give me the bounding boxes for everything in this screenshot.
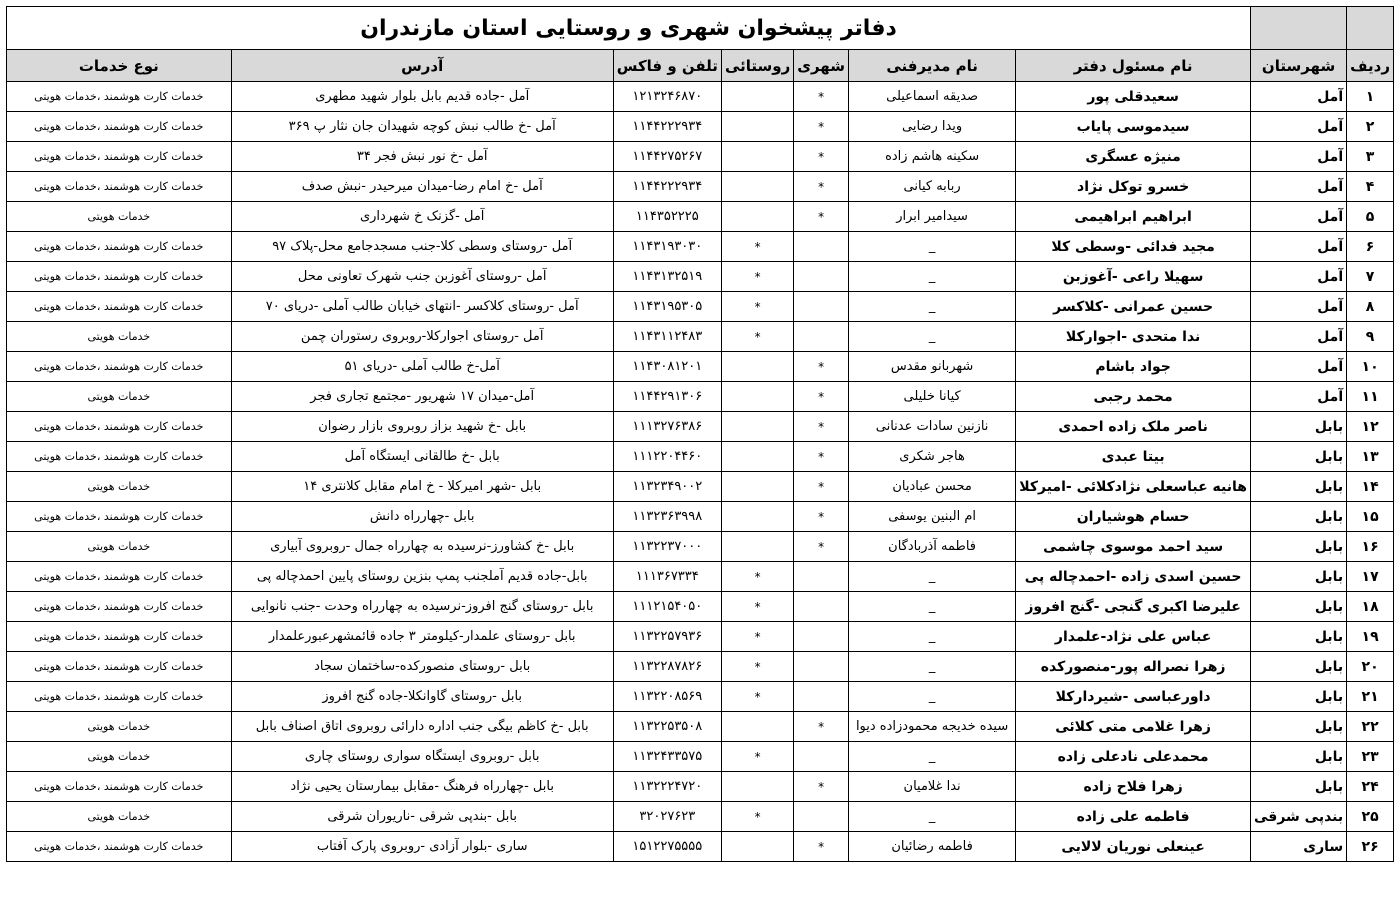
- cell-rural-mark: [721, 202, 793, 232]
- cell-phone: ۱۱۴۴۲۲۲۹۳۴: [613, 112, 721, 142]
- cell-manager: سکینه هاشم زاده: [848, 142, 1015, 172]
- cell-radif: ۱۹: [1347, 622, 1394, 652]
- cell-rural-mark: *: [721, 622, 793, 652]
- cell-rural-mark: [721, 532, 793, 562]
- cell-phone: ۱۵۱۲۲۷۵۵۵۵: [613, 832, 721, 862]
- cell-address: آمل-خ طالب آملی -دریای ۵۱: [231, 352, 613, 382]
- cell-city: بابل: [1250, 652, 1346, 682]
- cell-service: خدمات کارت هوشمند ،خدمات هویتی: [7, 172, 232, 202]
- cell-service: خدمات کارت هوشمند ،خدمات هویتی: [7, 622, 232, 652]
- cell-manager: فاطمه آذربادگان: [848, 532, 1015, 562]
- cell-manager: نازنین سادات عدنانی: [848, 412, 1015, 442]
- cell-rural-mark: [721, 142, 793, 172]
- cell-manager: _: [848, 292, 1015, 322]
- cell-responsible: ندا متحدی -اجوارکلا: [1016, 322, 1251, 352]
- cell-rural-mark: *: [721, 322, 793, 352]
- table-row: [7, 502, 1394, 532]
- cell-phone: ۱۱۳۲۲۲۴۷۲۰: [613, 772, 721, 802]
- cell-urban-mark: *: [794, 202, 849, 232]
- cell-rural-mark: [721, 172, 793, 202]
- header-responsible: نام مسئول دفتر: [1016, 50, 1251, 82]
- table-row: [7, 112, 1394, 142]
- offices-table: [6, 6, 1394, 862]
- cell-city: بابل: [1250, 532, 1346, 562]
- cell-phone: ۱۱۱۳۲۷۶۳۸۶: [613, 412, 721, 442]
- cell-service: خدمات کارت هوشمند ،خدمات هویتی: [7, 142, 232, 172]
- cell-manager: محسن عبادیان: [848, 472, 1015, 502]
- title-blank-cell: [1250, 7, 1346, 50]
- cell-city: آمل: [1250, 292, 1346, 322]
- table-row: [7, 322, 1394, 352]
- header-service: نوع خدمات: [7, 50, 232, 82]
- table-row: [7, 202, 1394, 232]
- cell-city: بابل: [1250, 712, 1346, 742]
- cell-service: خدمات هویتی: [7, 472, 232, 502]
- cell-rural-mark: [721, 412, 793, 442]
- table-row: [7, 802, 1394, 832]
- cell-urban-mark: [794, 802, 849, 832]
- cell-responsible: داورعباسی -شیردارکلا: [1016, 682, 1251, 712]
- table-row: [7, 142, 1394, 172]
- cell-city: بابل: [1250, 562, 1346, 592]
- cell-service: خدمات کارت هوشمند ،خدمات هویتی: [7, 502, 232, 532]
- cell-manager: _: [848, 562, 1015, 592]
- cell-rural-mark: *: [721, 742, 793, 772]
- table-row: [7, 772, 1394, 802]
- cell-service: خدمات کارت هوشمند ،خدمات هویتی: [7, 772, 232, 802]
- cell-manager: _: [848, 262, 1015, 292]
- cell-urban-mark: [794, 232, 849, 262]
- header-address: آدرس: [231, 50, 613, 82]
- cell-urban-mark: *: [794, 502, 849, 532]
- cell-radif: ۹: [1347, 322, 1394, 352]
- cell-service: خدمات کارت هوشمند ،خدمات هویتی: [7, 832, 232, 862]
- title-row: [7, 7, 1394, 50]
- cell-responsible: مجید فدائی -وسطی کلا: [1016, 232, 1251, 262]
- cell-city: بابل: [1250, 592, 1346, 622]
- cell-radif: ۱۵: [1347, 502, 1394, 532]
- cell-responsible: عباس علی نژاد-علمدار: [1016, 622, 1251, 652]
- cell-service: خدمات کارت هوشمند ،خدمات هویتی: [7, 652, 232, 682]
- cell-rural-mark: *: [721, 802, 793, 832]
- cell-city: بابل: [1250, 622, 1346, 652]
- cell-address: آمل-میدان ۱۷ شهریور -مجتمع تجاری فجر: [231, 382, 613, 412]
- cell-urban-mark: *: [794, 352, 849, 382]
- cell-rural-mark: [721, 502, 793, 532]
- cell-responsible: سهیلا راعی -آغوزبن: [1016, 262, 1251, 292]
- cell-manager: _: [848, 652, 1015, 682]
- cell-service: خدمات کارت هوشمند ،خدمات هویتی: [7, 442, 232, 472]
- cell-phone: ۱۱۴۳۵۲۲۲۵: [613, 202, 721, 232]
- cell-city: آمل: [1250, 322, 1346, 352]
- cell-phone: ۱۱۴۳۰۸۱۲۰۱: [613, 352, 721, 382]
- cell-manager: _: [848, 802, 1015, 832]
- table-row: [7, 712, 1394, 742]
- cell-responsible: زهرا نصراله پور-منصورکده: [1016, 652, 1251, 682]
- header-row: [7, 50, 1394, 82]
- cell-urban-mark: [794, 562, 849, 592]
- cell-radif: ۲۱: [1347, 682, 1394, 712]
- cell-responsible: سیدموسی پایاب: [1016, 112, 1251, 142]
- cell-radif: ۲: [1347, 112, 1394, 142]
- cell-responsible: سید احمد موسوی چاشمی: [1016, 532, 1251, 562]
- cell-address: بابل -خ کاظم بیگی جنب اداره دارائی روبروی اتاق اصناف بابل: [231, 712, 613, 742]
- cell-address: آمل -خ طالب نبش کوچه شهیدان جان نثار پ ۳۶۹: [231, 112, 613, 142]
- cell-service: خدمات هویتی: [7, 532, 232, 562]
- table-row: [7, 442, 1394, 472]
- cell-manager: _: [848, 322, 1015, 352]
- cell-rural-mark: [721, 442, 793, 472]
- cell-radif: ۲۶: [1347, 832, 1394, 862]
- cell-address: بابل -خ طالقانی ایستگاه آمل: [231, 442, 613, 472]
- cell-phone: ۱۱۳۲۳۶۳۹۹۸: [613, 502, 721, 532]
- cell-urban-mark: *: [794, 772, 849, 802]
- cell-radif: ۲۲: [1347, 712, 1394, 742]
- cell-responsible: فاطمه علی زاده: [1016, 802, 1251, 832]
- cell-radif: ۲۵: [1347, 802, 1394, 832]
- cell-manager: کیانا خلیلی: [848, 382, 1015, 412]
- header-phone: تلفن و فاکس: [613, 50, 721, 82]
- cell-address: بابل -خ شهید بزاز روبروی بازار رضوان: [231, 412, 613, 442]
- table-row: [7, 172, 1394, 202]
- cell-rural-mark: [721, 832, 793, 862]
- cell-phone: ۱۱۱۲۱۵۴۰۵۰: [613, 592, 721, 622]
- cell-address: بابل -خ کشاورز-نرسیده به چهارراه جمال -روبروی آبیاری: [231, 532, 613, 562]
- cell-radif: ۸: [1347, 292, 1394, 322]
- cell-service: خدمات کارت هوشمند ،خدمات هویتی: [7, 262, 232, 292]
- cell-address: آمل -روستای وسطی کلا-جنب مسجدجامع محل-پلاک ۹۷: [231, 232, 613, 262]
- cell-rural-mark: [721, 382, 793, 412]
- cell-service: خدمات هویتی: [7, 712, 232, 742]
- cell-address: بابل-جاده قدیم آملجنب پمپ بنزین روستای پایین احمدچاله پی: [231, 562, 613, 592]
- cell-city: بابل: [1250, 502, 1346, 532]
- cell-urban-mark: [794, 742, 849, 772]
- cell-responsible: حسین اسدی زاده -احمدچاله پی: [1016, 562, 1251, 592]
- cell-radif: ۱۳: [1347, 442, 1394, 472]
- cell-city: بابل: [1250, 772, 1346, 802]
- cell-urban-mark: *: [794, 832, 849, 862]
- cell-rural-mark: *: [721, 292, 793, 322]
- cell-radif: ۲۴: [1347, 772, 1394, 802]
- cell-service: خدمات کارت هوشمند ،خدمات هویتی: [7, 592, 232, 622]
- cell-phone: ۳۲۰۲۷۶۲۳: [613, 802, 721, 832]
- cell-service: خدمات کارت هوشمند ،خدمات هویتی: [7, 352, 232, 382]
- cell-rural-mark: *: [721, 262, 793, 292]
- cell-radif: ۳: [1347, 142, 1394, 172]
- cell-responsible: علیرضا اکبری گنجی -گنج افروز: [1016, 592, 1251, 622]
- cell-responsible: هانیه عباسعلی نژادکلائی -امیرکلا: [1016, 472, 1251, 502]
- cell-address: بابل -بندپی شرقی -ناریوران شرقی: [231, 802, 613, 832]
- cell-address: آمل -خ نور نبش فجر ۳۴: [231, 142, 613, 172]
- cell-urban-mark: [794, 292, 849, 322]
- cell-radif: ۱۴: [1347, 472, 1394, 502]
- cell-city: بابل: [1250, 412, 1346, 442]
- table-row: [7, 472, 1394, 502]
- cell-phone: ۱۱۴۴۲۹۱۳۰۶: [613, 382, 721, 412]
- cell-radif: ۱: [1347, 82, 1394, 112]
- cell-service: خدمات هویتی: [7, 382, 232, 412]
- cell-phone: ۱۱۱۲۲۰۴۴۶۰: [613, 442, 721, 472]
- table-row: [7, 532, 1394, 562]
- cell-service: خدمات کارت هوشمند ،خدمات هویتی: [7, 682, 232, 712]
- header-rural: روستائی: [721, 50, 793, 82]
- cell-manager: صدیقه اسماعیلی: [848, 82, 1015, 112]
- header-city: شهرستان: [1250, 50, 1346, 82]
- cell-radif: ۱۶: [1347, 532, 1394, 562]
- header-urban: شهری: [794, 50, 849, 82]
- cell-rural-mark: [721, 352, 793, 382]
- cell-city: آمل: [1250, 262, 1346, 292]
- table-row: [7, 232, 1394, 262]
- cell-phone: ۱۱۳۲۲۰۸۵۶۹: [613, 682, 721, 712]
- cell-manager: _: [848, 592, 1015, 622]
- cell-responsible: زهرا فلاح زاده: [1016, 772, 1251, 802]
- table-row: [7, 352, 1394, 382]
- cell-radif: ۱۷: [1347, 562, 1394, 592]
- cell-urban-mark: *: [794, 82, 849, 112]
- table-wrapper: [6, 6, 1394, 862]
- cell-city: آمل: [1250, 202, 1346, 232]
- cell-city: آمل: [1250, 142, 1346, 172]
- cell-rural-mark: [721, 112, 793, 142]
- table-row: [7, 682, 1394, 712]
- cell-responsible: منیژه عسگری: [1016, 142, 1251, 172]
- table-body: [7, 82, 1394, 862]
- cell-phone: ۱۱۳۲۲۳۷۰۰۰: [613, 532, 721, 562]
- cell-service: خدمات کارت هوشمند ،خدمات هویتی: [7, 292, 232, 322]
- cell-city: بابل: [1250, 682, 1346, 712]
- cell-city: آمل: [1250, 232, 1346, 262]
- cell-phone: ۱۲۱۳۲۴۶۸۷۰: [613, 82, 721, 112]
- cell-manager: سیده خدیجه محمودزاده دیوا: [848, 712, 1015, 742]
- cell-phone: ۱۱۳۲۴۳۳۵۷۵: [613, 742, 721, 772]
- cell-service: خدمات هویتی: [7, 802, 232, 832]
- cell-manager: _: [848, 682, 1015, 712]
- cell-urban-mark: *: [794, 412, 849, 442]
- cell-rural-mark: [721, 82, 793, 112]
- cell-city: بابل: [1250, 472, 1346, 502]
- cell-rural-mark: *: [721, 682, 793, 712]
- cell-service: خدمات کارت هوشمند ،خدمات هویتی: [7, 232, 232, 262]
- cell-phone: ۱۱۴۴۲۷۵۲۶۷: [613, 142, 721, 172]
- cell-service: خدمات کارت هوشمند ،خدمات هویتی: [7, 112, 232, 142]
- cell-address: بابل -روبروی ایستگاه سواری روستای چاری: [231, 742, 613, 772]
- cell-urban-mark: *: [794, 142, 849, 172]
- cell-address: ساری -بلوار آزادی -روبروی پارک آفتاب: [231, 832, 613, 862]
- cell-phone: ۱۱۴۳۱۳۲۵۱۹: [613, 262, 721, 292]
- cell-responsible: ناصر ملک زاده احمدی: [1016, 412, 1251, 442]
- cell-phone: ۱۱۴۴۲۲۲۹۳۴: [613, 172, 721, 202]
- cell-urban-mark: *: [794, 532, 849, 562]
- cell-rural-mark: [721, 472, 793, 502]
- cell-address: آمل -روستای اجوارکلا-روبروی رستوران چمن: [231, 322, 613, 352]
- table-row: [7, 562, 1394, 592]
- cell-radif: ۴: [1347, 172, 1394, 202]
- cell-responsible: محمد رجبی: [1016, 382, 1251, 412]
- cell-city: آمل: [1250, 172, 1346, 202]
- cell-manager: شهربانو مقدس: [848, 352, 1015, 382]
- cell-responsible: ابراهیم ابراهیمی: [1016, 202, 1251, 232]
- table-row: [7, 832, 1394, 862]
- cell-urban-mark: [794, 652, 849, 682]
- cell-phone: ۱۱۳۲۲۵۷۹۳۶: [613, 622, 721, 652]
- cell-responsible: بیتا عبدی: [1016, 442, 1251, 472]
- cell-address: آمل -گزنک خ شهرداری: [231, 202, 613, 232]
- cell-service: خدمات کارت هوشمند ،خدمات هویتی: [7, 562, 232, 592]
- cell-urban-mark: [794, 682, 849, 712]
- cell-urban-mark: *: [794, 172, 849, 202]
- cell-manager: ربابه کیانی: [848, 172, 1015, 202]
- cell-service: خدمات کارت هوشمند ،خدمات هویتی: [7, 82, 232, 112]
- table-row: [7, 82, 1394, 112]
- table-row: [7, 292, 1394, 322]
- cell-service: خدمات هویتی: [7, 202, 232, 232]
- header-radif: ردیف: [1347, 50, 1394, 82]
- cell-rural-mark: *: [721, 232, 793, 262]
- cell-urban-mark: [794, 592, 849, 622]
- cell-address: بابل -شهر امیرکلا - خ امام مقابل کلانتری ۱۴: [231, 472, 613, 502]
- cell-address: آمل -خ امام رضا-میدان میرحیدر -نبش صدف: [231, 172, 613, 202]
- cell-urban-mark: *: [794, 442, 849, 472]
- cell-responsible: حسام هوشیاران: [1016, 502, 1251, 532]
- cell-radif: ۲۰: [1347, 652, 1394, 682]
- cell-urban-mark: *: [794, 472, 849, 502]
- cell-city: آمل: [1250, 352, 1346, 382]
- cell-manager: _: [848, 742, 1015, 772]
- cell-city: بابل: [1250, 742, 1346, 772]
- cell-urban-mark: [794, 262, 849, 292]
- cell-responsible: حسین عمرانی -کلاکسر: [1016, 292, 1251, 322]
- cell-radif: ۲۳: [1347, 742, 1394, 772]
- cell-rural-mark: *: [721, 592, 793, 622]
- cell-city: بابل: [1250, 442, 1346, 472]
- cell-manager: فاطمه رضائیان: [848, 832, 1015, 862]
- cell-service: خدمات کارت هوشمند ،خدمات هویتی: [7, 412, 232, 442]
- cell-manager: ندا غلامیان: [848, 772, 1015, 802]
- cell-city: آمل: [1250, 82, 1346, 112]
- cell-city: آمل: [1250, 112, 1346, 142]
- cell-manager: سیدامیر ابرار: [848, 202, 1015, 232]
- cell-responsible: محمدعلی نادعلی زاده: [1016, 742, 1251, 772]
- table-row: [7, 412, 1394, 442]
- cell-city: آمل: [1250, 382, 1346, 412]
- cell-address: آمل -روستای کلاکسر -انتهای خیابان طالب آملی -دریای ۷۰: [231, 292, 613, 322]
- cell-service: خدمات هویتی: [7, 322, 232, 352]
- cell-manager: ویدا رضایی: [848, 112, 1015, 142]
- cell-responsible: جواد باشام: [1016, 352, 1251, 382]
- cell-phone: ۱۱۴۳۱۱۲۴۸۳: [613, 322, 721, 352]
- cell-urban-mark: *: [794, 112, 849, 142]
- cell-phone: ۱۱۴۳۱۹۳۰۳۰: [613, 232, 721, 262]
- page-title: دفاتر پیشخوان شهری و روستایی استان مازندران: [7, 7, 1251, 50]
- table-row: [7, 622, 1394, 652]
- cell-rural-mark: *: [721, 652, 793, 682]
- cell-urban-mark: [794, 322, 849, 352]
- cell-address: بابل -روستای گاوانکلا-جاده گنج افروز: [231, 682, 613, 712]
- cell-phone: ۱۱۴۳۱۹۵۳۰۵: [613, 292, 721, 322]
- table-row: [7, 382, 1394, 412]
- cell-radif: ۷: [1347, 262, 1394, 292]
- cell-rural-mark: [721, 772, 793, 802]
- cell-address: آمل -جاده قدیم بابل بلوار شهید مطهری: [231, 82, 613, 112]
- cell-rural-mark: [721, 712, 793, 742]
- cell-radif: ۱۰: [1347, 352, 1394, 382]
- cell-radif: ۱۲: [1347, 412, 1394, 442]
- cell-manager: ام البنین یوسفی: [848, 502, 1015, 532]
- cell-address: بابل -روستای علمدار-کیلومتر ۳ جاده قائمشهرعبورعلمدار: [231, 622, 613, 652]
- table-row: [7, 262, 1394, 292]
- cell-manager: _: [848, 232, 1015, 262]
- cell-address: بابل -روستای گنج افروز-نرسیده به چهارراه وحدت -جنب نانوایی: [231, 592, 613, 622]
- cell-phone: ۱۱۳۲۲۵۳۵۰۸: [613, 712, 721, 742]
- cell-urban-mark: *: [794, 712, 849, 742]
- cell-phone: ۱۱۳۲۳۴۹۰۰۲: [613, 472, 721, 502]
- cell-urban-mark: *: [794, 382, 849, 412]
- cell-radif: ۵: [1347, 202, 1394, 232]
- cell-address: آمل -روستای آغوزبن جنب شهرک تعاونی محل: [231, 262, 613, 292]
- cell-city: ساری: [1250, 832, 1346, 862]
- cell-phone: ۱۱۳۲۲۸۷۸۲۶: [613, 652, 721, 682]
- cell-city: بندپی شرقی: [1250, 802, 1346, 832]
- cell-address: بابل -چهارراه دانش: [231, 502, 613, 532]
- cell-urban-mark: [794, 622, 849, 652]
- cell-manager: هاجر شکری: [848, 442, 1015, 472]
- title-blank-cell: [1347, 7, 1394, 50]
- cell-rural-mark: *: [721, 562, 793, 592]
- cell-address: بابل -روستای منصورکده-ساختمان سجاد: [231, 652, 613, 682]
- cell-radif: ۶: [1347, 232, 1394, 262]
- cell-responsible: سعیدقلی پور: [1016, 82, 1251, 112]
- cell-radif: ۱۸: [1347, 592, 1394, 622]
- cell-responsible: عینعلی نوریان لالایی: [1016, 832, 1251, 862]
- cell-phone: ۱۱۱۳۶۷۳۳۴: [613, 562, 721, 592]
- cell-responsible: خسرو توکل نژاد: [1016, 172, 1251, 202]
- table-row: [7, 592, 1394, 622]
- cell-address: بابل -چهارراه فرهنگ -مقابل بیمارستان یحیی نژاد: [231, 772, 613, 802]
- table-row: [7, 742, 1394, 772]
- cell-radif: ۱۱: [1347, 382, 1394, 412]
- cell-manager: _: [848, 622, 1015, 652]
- table-row: [7, 652, 1394, 682]
- cell-service: خدمات هویتی: [7, 742, 232, 772]
- cell-responsible: زهرا غلامی متی کلائی: [1016, 712, 1251, 742]
- header-manager: نام مدیرفنی: [848, 50, 1015, 82]
